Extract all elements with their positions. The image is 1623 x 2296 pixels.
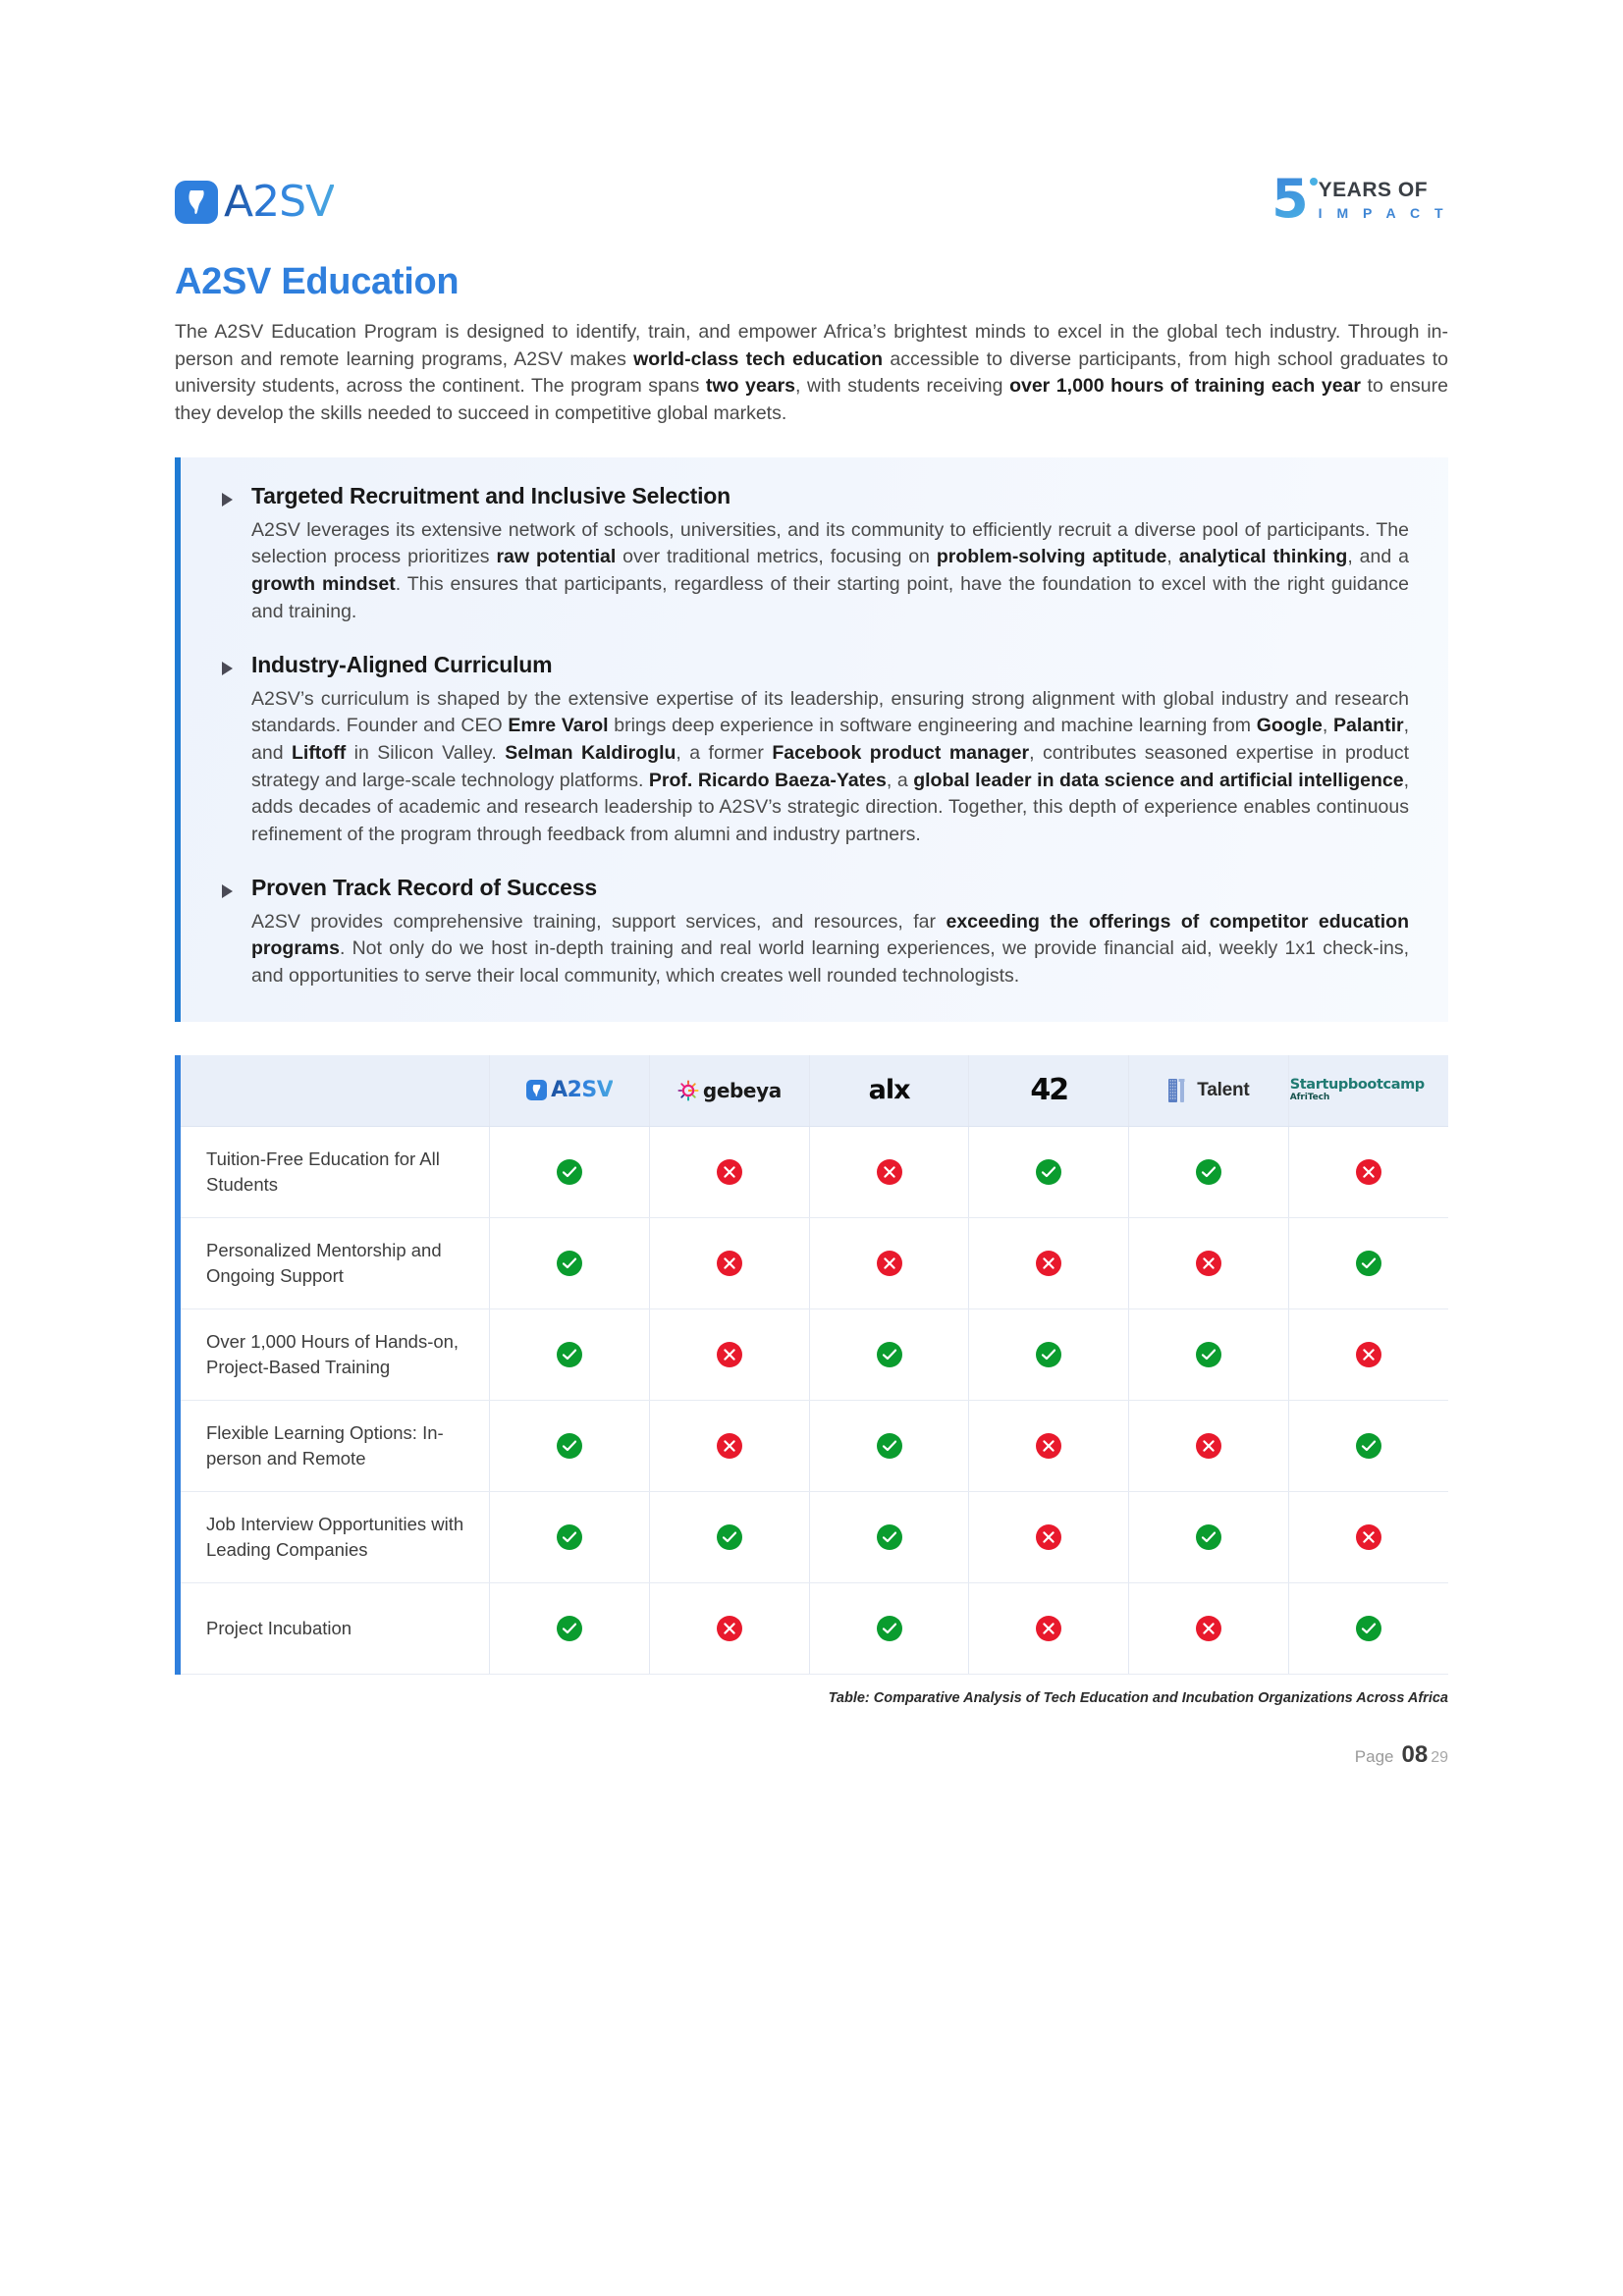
- intro-part-1: The A2SV Education Program is designed to identify, train, and empower Africa’s brightest minds to excel in the global tech industry. Through in-person and remote learning programs, A2SV makes: [175, 321, 1448, 370]
- startupbootcamp-sublabel: AfriTech: [1289, 1092, 1330, 1102]
- check-cell: [490, 1582, 650, 1674]
- highlight-body-text: , contributes seasoned expertise in product strategy and large-scale technology platforms.: [251, 741, 1410, 791]
- fortytwo-logo-icon: 42: [1030, 1073, 1068, 1108]
- highlight-body-text: . Not only do we host in-depth training and real world learning experiences, we provide financial aid, weekly 1x1 check-ins, and opportunities to serve their local community, which creates well rounded technologists.: [251, 937, 1409, 987]
- check-cell: [969, 1308, 1129, 1400]
- table-row-label: Tuition-Free Education for All Students: [181, 1126, 490, 1217]
- table-row-label: Flexible Learning Options: In-person and Remote: [181, 1400, 490, 1491]
- highlight-body-text: over traditional metrics, focusing on: [616, 546, 937, 568]
- check-icon: [1036, 1159, 1061, 1185]
- comparison-table: [181, 1055, 1448, 1675]
- highlight-body-text: in Silicon Valley.: [346, 741, 506, 764]
- highlight-body-emphasis: raw potential: [496, 546, 617, 568]
- impact-label: I M P A C T: [1318, 205, 1448, 222]
- triangle-bullet-icon: [222, 652, 251, 849]
- table-header-a2sv: [490, 1055, 650, 1127]
- check-icon: [1196, 1159, 1221, 1185]
- years-of-impact-badge: [1271, 168, 1448, 231]
- cross-icon: [1356, 1342, 1381, 1367]
- cross-icon: [717, 1251, 742, 1276]
- check-cell: [809, 1400, 969, 1491]
- highlight-body-emphasis: exceeding the offerings of competitor education programs: [251, 910, 1409, 960]
- cross-cell: [1288, 1491, 1448, 1582]
- check-icon: [1356, 1433, 1381, 1459]
- check-cell: [809, 1582, 969, 1674]
- a2sv-wordmark: A2SV: [551, 1077, 614, 1102]
- cross-cell: [650, 1126, 810, 1217]
- highlight-body-emphasis: Palantir: [1333, 715, 1404, 737]
- table-header-42: [969, 1055, 1129, 1127]
- check-icon: [877, 1433, 902, 1459]
- intro-bold-3: over 1,000 hours of training each year: [1009, 375, 1361, 398]
- highlight-body-text: ,: [1166, 546, 1179, 568]
- cross-cell: [969, 1217, 1129, 1308]
- highlight-body-emphasis: Facebook product manager: [772, 741, 1030, 764]
- table-row-label: Job Interview Opportunities with Leading Companies: [181, 1491, 490, 1582]
- cross-icon: [717, 1616, 742, 1641]
- highlight-body-emphasis: Google: [1256, 715, 1323, 737]
- highlight-body-text: brings deep experience in software engineering and machine learning from: [608, 715, 1257, 737]
- check-cell: [809, 1491, 969, 1582]
- highlight-body-text: A2SV provides comprehensive training, support services, and resources, far: [251, 910, 947, 933]
- check-icon: [1356, 1251, 1381, 1276]
- intro-part-4: to ensure they develop the skills needed to succeed in competitive global markets.: [175, 375, 1448, 425]
- check-icon: [877, 1342, 902, 1367]
- cross-cell: [969, 1400, 1129, 1491]
- highlight-body-text: , and a: [1347, 546, 1409, 568]
- highlight-item: [222, 652, 1409, 849]
- cross-cell: [1129, 1217, 1289, 1308]
- highlight-body-emphasis: Emre Varol: [508, 715, 609, 737]
- intro-part-3: , with students receiving: [795, 375, 1010, 398]
- highlight-title: Targeted Recruitment and Inclusive Selection: [251, 482, 730, 508]
- cross-cell: [969, 1491, 1129, 1582]
- check-cell: [490, 1400, 650, 1491]
- highlight-body-text: , adds decades of academic and research leadership to A2SV’s strategic direction. Together, this depth of experience enables continuous refinement of the program through feedback from alumni and industry partners.: [251, 769, 1410, 845]
- cross-icon: [877, 1159, 902, 1185]
- check-cell: [1288, 1217, 1448, 1308]
- cross-icon: [1036, 1524, 1061, 1550]
- check-cell: [1129, 1308, 1289, 1400]
- table-row: [181, 1400, 1448, 1491]
- highlight-body-text: . This ensures that participants, regardless of their starting point, have the foundation to excel with the right guidance and training.: [251, 573, 1409, 622]
- page-header: [175, 0, 1448, 231]
- check-cell: [1129, 1126, 1289, 1217]
- cross-cell: [969, 1582, 1129, 1674]
- check-cell: [1288, 1582, 1448, 1674]
- alx-logo-icon: alx: [868, 1075, 910, 1106]
- table-header-startupbootcamp: [1288, 1055, 1448, 1127]
- cross-cell: [1129, 1582, 1289, 1674]
- check-cell: [1129, 1491, 1289, 1582]
- check-cell: [809, 1308, 969, 1400]
- check-icon: [1196, 1342, 1221, 1367]
- highlight-body: [251, 517, 1409, 626]
- cross-cell: [650, 1217, 810, 1308]
- startupbootcamp-wordmark: Startupbootcamp: [1289, 1077, 1425, 1094]
- cross-icon: [1196, 1433, 1221, 1459]
- gebeya-logo-icon: [651, 1079, 808, 1102]
- check-cell: [490, 1491, 650, 1582]
- highlight-item: [222, 483, 1409, 626]
- highlight-body: [251, 686, 1409, 849]
- check-icon: [877, 1524, 902, 1550]
- table-row-label: Project Incubation: [181, 1582, 490, 1674]
- check-cell: [650, 1491, 810, 1582]
- years-number: 5: [1271, 176, 1309, 224]
- cross-icon: [1196, 1616, 1221, 1641]
- table-caption: Table: Comparative Analysis of Tech Education and Incubation Organizations Across Africa: [828, 1689, 1448, 1706]
- highlight-title: Proven Track Record of Success: [251, 874, 597, 900]
- cross-cell: [1288, 1126, 1448, 1217]
- highlight-body-text: , and: [251, 715, 1409, 764]
- table-row: [181, 1217, 1448, 1308]
- comparison-table-wrapper: [175, 1055, 1448, 1675]
- table-row: [181, 1308, 1448, 1400]
- check-icon: [1196, 1524, 1221, 1550]
- highlight-item: [222, 875, 1409, 990]
- check-icon: [877, 1616, 902, 1641]
- highlight-title: Industry-Aligned Curriculum: [251, 651, 553, 677]
- africa-map-icon: [175, 181, 218, 224]
- table-header-gebeya: [650, 1055, 810, 1127]
- highlight-body: [251, 909, 1409, 990]
- table-header-blank: [181, 1055, 490, 1127]
- highlight-body-text: , a former: [676, 741, 773, 764]
- africa-map-icon: [526, 1080, 547, 1100]
- table-row-label: Over 1,000 Hours of Hands-on, Project-Based Training: [181, 1308, 490, 1400]
- triangle-bullet-icon: [222, 875, 251, 990]
- gebeya-wordmark: gebeya: [702, 1078, 782, 1102]
- check-cell: [490, 1308, 650, 1400]
- highlight-body-emphasis: problem-solving aptitude: [936, 546, 1167, 568]
- table-header-row: [181, 1055, 1448, 1127]
- cross-cell: [809, 1217, 969, 1308]
- cross-icon: [1356, 1524, 1381, 1550]
- table-row: [181, 1582, 1448, 1674]
- cross-icon: [877, 1251, 902, 1276]
- comparison-table-body: [181, 1126, 1448, 1674]
- a2sv-logo: [175, 177, 335, 227]
- page-number: 08: [1401, 1740, 1429, 1768]
- intro-paragraph: [175, 319, 1448, 428]
- highlight-body-text: ,: [1322, 715, 1334, 737]
- check-icon: [1036, 1342, 1061, 1367]
- cross-cell: [650, 1400, 810, 1491]
- cross-icon: [1036, 1616, 1061, 1641]
- cross-cell: [1129, 1400, 1289, 1491]
- check-cell: [490, 1126, 650, 1217]
- cross-icon: [1196, 1251, 1221, 1276]
- cross-icon: [717, 1342, 742, 1367]
- page-total: 29: [1431, 1748, 1448, 1766]
- check-cell: [1288, 1400, 1448, 1491]
- highlight-body-emphasis: growth mindset: [251, 573, 396, 596]
- check-icon: [557, 1616, 582, 1641]
- years-dot-icon: [1310, 178, 1318, 186]
- table-header-alx: [809, 1055, 969, 1127]
- years-of-label: YEARS OF: [1318, 179, 1429, 202]
- highlights-panel: [175, 457, 1448, 1022]
- cross-cell: [809, 1126, 969, 1217]
- table-header-d1talent: [1129, 1055, 1289, 1127]
- page-footer: [175, 1741, 1448, 1769]
- check-cell: [969, 1126, 1129, 1217]
- page-title: A2SV Education: [175, 261, 460, 302]
- table-row-label: Personalized Mentorship and Ongoing Support: [181, 1217, 490, 1308]
- highlight-body-text: A2SV’s curriculum is shaped by the extensive expertise of its leadership, ensuring strong alignment with global industry and research standards. Founder and CEO: [251, 687, 1409, 737]
- highlight-body-emphasis: Selman Kaldiroglu: [505, 741, 676, 764]
- highlight-body-emphasis: analytical thinking: [1178, 546, 1348, 568]
- highlight-body-text: A2SV leverages its extensive network of schools, universities, and its community to efficiently recruit a diverse pool of participants. The selection process prioritizes: [251, 518, 1409, 568]
- cross-icon: [717, 1159, 742, 1185]
- cross-cell: [650, 1582, 810, 1674]
- cross-icon: [717, 1433, 742, 1459]
- table-row: [181, 1126, 1448, 1217]
- cross-icon: [1356, 1159, 1381, 1185]
- highlight-body-text: , a: [886, 769, 914, 791]
- highlight-body-emphasis: Liftoff: [291, 741, 347, 764]
- cross-cell: [650, 1308, 810, 1400]
- a2sv-logo-icon: [491, 1077, 648, 1102]
- table-row: [181, 1491, 1448, 1582]
- intro-part-2: accessible to diverse participants, from high school graduates to university students, across the continent. The program spans: [175, 347, 1449, 398]
- triangle-bullet-icon: [222, 483, 251, 626]
- intro-bold-2: two years: [705, 375, 795, 398]
- intro-bold-1: world-class tech education: [633, 347, 884, 370]
- check-icon: [1356, 1616, 1381, 1641]
- check-cell: [490, 1217, 650, 1308]
- check-icon: [557, 1159, 582, 1185]
- check-icon: [557, 1524, 582, 1550]
- startupbootcamp-logo-icon: [1290, 1078, 1447, 1102]
- check-icon: [557, 1342, 582, 1367]
- check-icon: [557, 1251, 582, 1276]
- check-icon: [717, 1524, 742, 1550]
- page-label: Page: [1354, 1746, 1394, 1766]
- d1-talent-logo-icon: [1130, 1077, 1287, 1104]
- highlight-body-emphasis: global leader in data science and artificial intelligence: [913, 769, 1404, 791]
- cross-cell: [1288, 1308, 1448, 1400]
- check-icon: [557, 1433, 582, 1459]
- a2sv-wordmark: A2SV: [224, 177, 335, 227]
- highlight-body-emphasis: Prof. Ricardo Baeza-Yates: [648, 769, 887, 791]
- talent-wordmark: Talent: [1197, 1079, 1250, 1100]
- cross-icon: [1036, 1433, 1061, 1459]
- cross-icon: [1036, 1251, 1061, 1276]
